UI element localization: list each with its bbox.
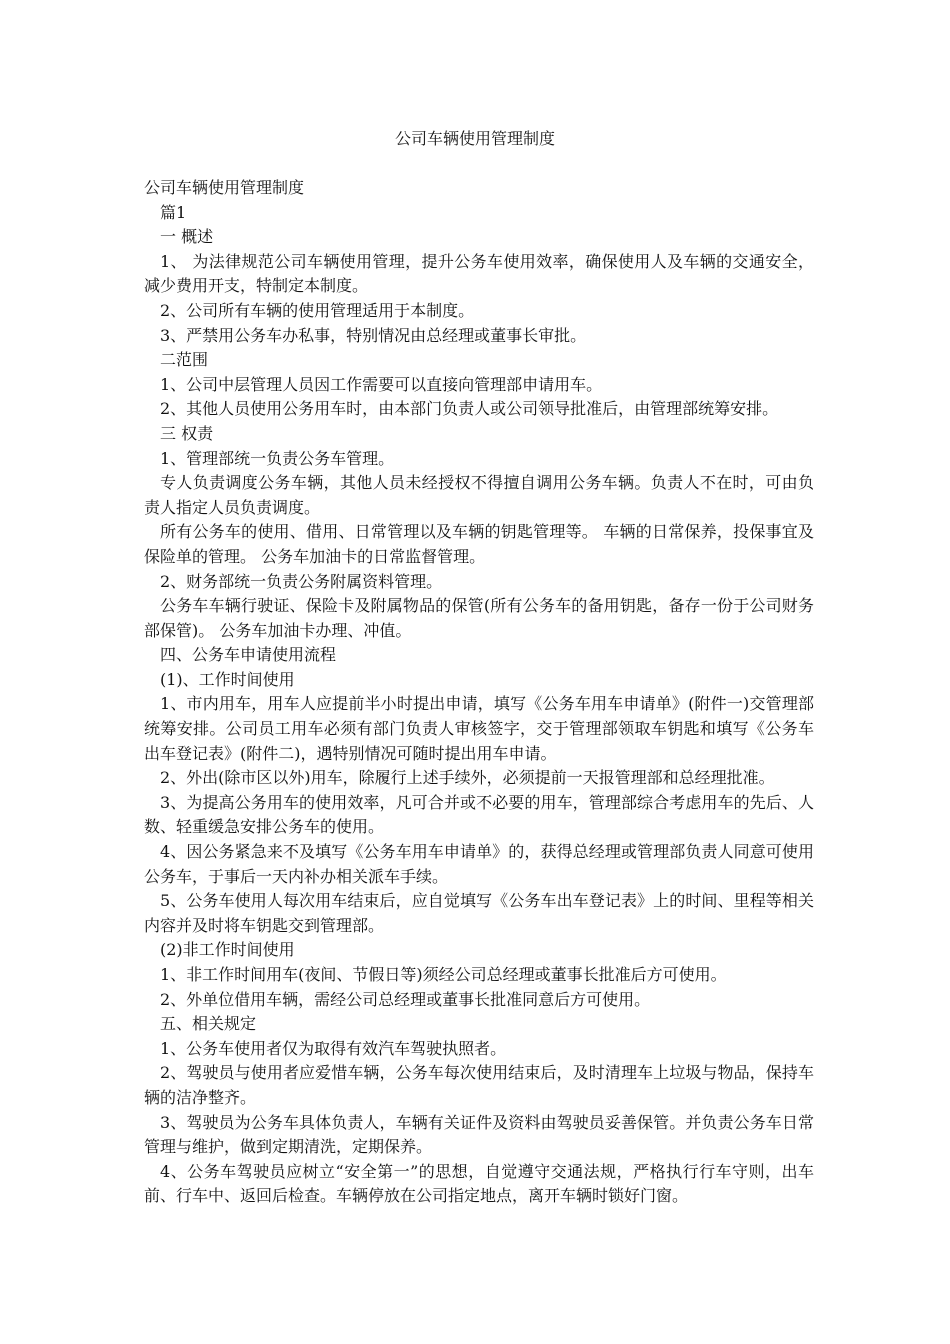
page-title: 公司车辆使用管理制度 [394, 129, 555, 148]
document-body [144, 176, 814, 1209]
section-heading: 一 概述 [160, 227, 214, 247]
paragraph: 2、外出(除市区以外)用车，除履行上述手续外，必须提前一天报管理部和总经理批准。 [160, 768, 775, 788]
paragraph: 1、公司中层管理人员因工作需要可以直接向管理部申请用车。 [160, 374, 603, 394]
paragraph: 公务车车辆行驶证、保险卡及附属物品的保管(所有公务车的备用钥匙，备存一份于公司财务部保管)。 公务车加油卡办理、冲值。 [144, 596, 814, 640]
section-heading: 三 权责 [160, 423, 214, 443]
paragraph: 2、公司所有车辆的使用管理适用于本制度。 [160, 300, 475, 320]
paragraph: 4、因公务紧急来不及填写《公务车用车申请单》的，获得总经理或管理部负责人同意可使用公务车，于事后一天内补办相关派车手续。 [144, 842, 814, 886]
section-heading: 二范围 [160, 350, 209, 370]
paragraph: 专人负责调度公务车辆，其他人员未经授权不得擅自调用公务车辆。负责人不在时，可由负责人指定人员负责调度。 [144, 473, 814, 517]
paragraph: 2、驾驶员与使用者应爱惜车辆，公务车每次使用结束后，及时清理车上垃圾与物品，保持车辆的洁净整齐。 [144, 1063, 814, 1107]
paragraph: 所有公务车的使用、借用、日常管理以及车辆的钥匙管理等。 车辆的日常保养，投保事宜及保险单的管理。 公务车加油卡的日常监督管理。 [144, 522, 814, 566]
section-heading: 五、相关规定 [160, 1014, 257, 1034]
paragraph: 5、公务车使用人每次用车结束后，应自觉填写《公务车出车登记表》上的时间、里程等相关内容并及时将车钥匙交到管理部。 [144, 891, 814, 935]
paragraph: 3、为提高公务用车的使用效率，凡可合并或不必要的用车，管理部综合考虑用车的先后、人数、轻重缓急安排公务车的使用。 [144, 792, 814, 837]
paragraph: 公司车辆使用管理制度 [144, 178, 305, 197]
paragraph: 3、驾驶员为公务车具体负责人，车辆有关证件及资料由驾驶员妥善保管。并负责公务车日常管理与维护，做到定期清洗，定期保养。 [144, 1112, 814, 1157]
paragraph: 4、公务车驾驶员应树立“安全第一”的思想，自觉遵守交通法规，严格执行行车守则，出车前、行车中、返回后检查。车辆停放在公司指定地点，离开车辆时锁好门窗。 [144, 1161, 814, 1206]
section-heading: 四、公务车申请使用流程 [160, 645, 337, 665]
paragraph: 1、公务车使用者仅为取得有效汽车驾驶执照者。 [160, 1038, 507, 1058]
subsection-heading: (2)非工作时间使用 [160, 940, 295, 960]
paragraph: 1、 为法律规范公司车辆使用管理，提升公务车使用效率，确保使用人及车辆的交通安全，减少费用开支，特制定本制度。 [144, 251, 814, 296]
paragraph: 1、非工作时间用车(夜间、节假日等)须经公司总经理或董事长批准后方可使用。 [160, 965, 727, 984]
subsection-heading: (1)、工作时间使用 [160, 669, 295, 689]
paragraph: 3、严禁用公务车办私事，特别情况由总经理或董事长审批。 [160, 325, 587, 345]
paragraph: 篇1 [160, 202, 187, 222]
paragraph: 2、其他人员使用公务用车时，由本部门负责人或公司领导批准后，由管理部统筹安排。 [160, 399, 779, 419]
paragraph: 1、管理部统一负责公务车管理。 [160, 448, 395, 468]
paragraph: 2、外单位借用车辆，需经公司总经理或董事长批准同意后方可使用。 [160, 989, 651, 1009]
paragraph: 2、财务部统一负责公务附属资料管理。 [160, 571, 443, 591]
paragraph: 1、市内用车，用车人应提前半小时提出申请，填写《公务车用车申请单》(附件一)交管理部统筹安排。公司员工用车必须有部门负责人审核签字，交于管理部领取车钥匙和填写《公务车出车登记表》(附件二)，遇特别情况可随时提出用车申请。 [144, 694, 814, 763]
